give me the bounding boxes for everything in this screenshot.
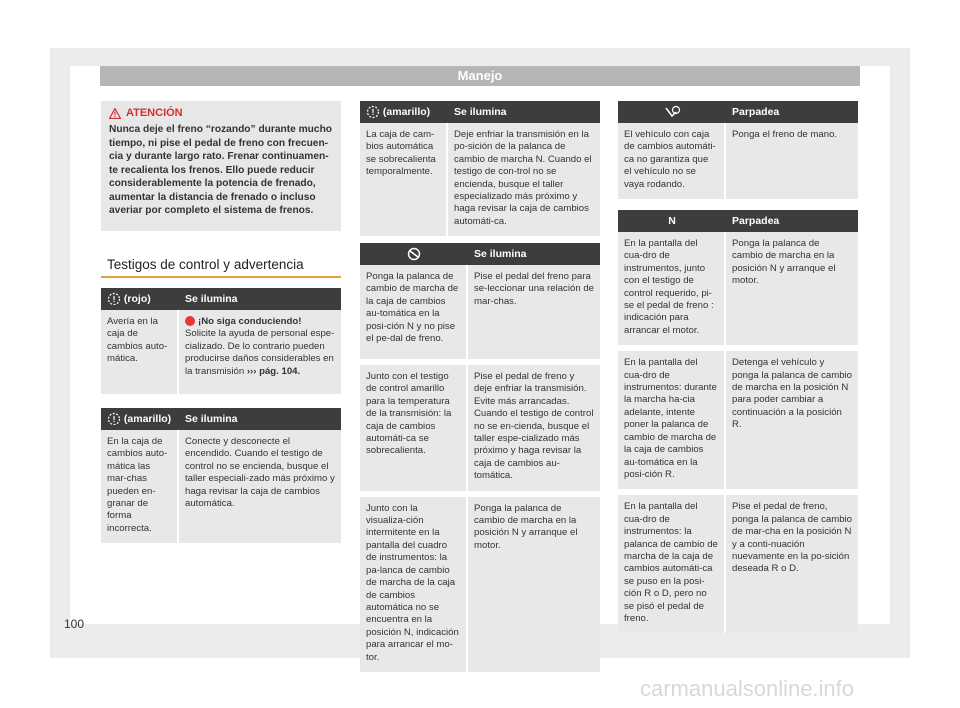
t4-r1-cause: Ponga la palanca de cambio de marcha de la caja de cambios au-tomática en la posi-ción N y no pise el pe-dal de freno. (360, 265, 468, 359)
t3-action: Deje enfriar la transmisión en la po-sición de la palanca de cambio de marcha N. Cuando el testigo de con-trol no se encienda, busque el taller especializado más próximo y haga revisar la caja de cambios automáti-ca. (448, 123, 600, 236)
table-brake-pedal (360, 243, 600, 672)
t4-r3-cause: Junto con la visualiza-ción intermitente en la pantalla del cuadro de instrumentos: la pa-lanca de cambio de marcha de la caja de cambios automática no se encuentra en la posición N, indicación para arrancar el mo-tor. (360, 491, 468, 672)
t6-r2-cause: En la pantalla del cua-dro de instrumentos: durante la marcha ha-cia adelante, intente poner la palanca de cambio de marcha de la caja de cambios au-tomática en la posi-ción R. (618, 345, 726, 489)
t1-action-title: ¡No siga conduciendo! (198, 316, 302, 327)
t1-header-status: Se ilumina (179, 288, 341, 310)
warning-text: Nunca deje el freno “rozando” durante mucho tiempo, ni pise el pedal de freno con frecuen-cia y durante largo rato. Frenar continuamen-te recalienta los frenos. Ello puede reducir considerablemente la potencia de frenado, aumentar la distancia de frenado o incluso averiar por completo el sistema de frenos. (109, 124, 333, 216)
t6-r2-action: Detenga el vehículo y ponga la palanca de cambio de marcha en la posición N para poder cambiar a continuación a la posición R. (726, 345, 858, 489)
t5-header-status: Parpadea (726, 101, 858, 123)
section-rule (101, 276, 341, 278)
t6-r1-action: Ponga la palanca de cambio de marcha en la posición N y arranque el motor. (726, 232, 858, 345)
t3-header-color: (amarillo) (382, 105, 431, 118)
t4-header-status: Se ilumina (468, 243, 600, 265)
t1-action-text: Solicite la ayuda de personal espe-cializado. De lo contrario pueden producirse daños considerables en la transmisión (185, 328, 335, 377)
table-neutral-position (618, 210, 858, 633)
t1-page-ref[interactable]: ››› pág. 104. (246, 365, 301, 377)
gearbox-warning-icon (107, 292, 121, 306)
warning-label: ATENCIÓN (126, 107, 183, 119)
warning-box (101, 101, 341, 231)
gearbox-temperature-icon (366, 105, 380, 119)
t3-cause: La caja de cam-bios automática se sobrecalienta temporalmente. (360, 123, 448, 236)
t2-header-color: (amarillo) (123, 412, 172, 425)
table-yellow-gearbox (101, 408, 341, 543)
t6-header-symbol: N (618, 210, 726, 232)
t5-cause: El vehículo con caja de cambios automáti-ca no garantiza que el vehículo no se vaya rodando. (618, 123, 726, 199)
t1-action (179, 310, 341, 394)
t1-header-color: (rojo) (123, 292, 151, 305)
t6-r3-action: Pise el pedal de freno, ponga la palanca de cambio de mar-cha en la posición N y a conti-nuación nuevamente en la po-sición deseada R o D. (726, 489, 858, 633)
gearbox-warning-icon (107, 412, 121, 426)
section-title: Testigos de control y advertencia (107, 257, 304, 272)
brake-pedal-icon (406, 247, 422, 261)
t4-r2-action: Pise el pedal de freno y deje enfriar la transmisión. Evite más arrancadas. Cuando el testigo de control no se en-cienda, busque el taller espe-cializado más próximo y haga revisar la caja de cambios au-tomática. (468, 359, 600, 491)
t6-header-status: Parpadea (726, 210, 858, 232)
warning-triangle-icon (109, 108, 121, 119)
t2-cause: En la caja de cambios auto-mática las mar-chas pueden en-granar de forma incorrecta. (101, 430, 179, 543)
t3-header-status: Se ilumina (448, 101, 600, 123)
t6-r3-cause: En la pantalla del cua-dro de instrumentos: la palanca de cambio de marcha de la caja de cambios automáti-ca se puso en la posi-ción R o D, pero no se pisó el pedal de freno. (618, 489, 726, 633)
table-parking-brake (618, 101, 858, 199)
t4-r3-action: Ponga la palanca de cambio de marcha en la posición N y arranque el motor. (468, 491, 600, 672)
t4-r2-cause: Junto con el testigo de control amarillo para la temperatura de la transmisión: la caja de cambios automáti-ca se sobrecalienta. (360, 359, 468, 491)
page-header: Manejo (100, 66, 860, 86)
parking-brake-icon (663, 105, 681, 119)
page-number: 100 (64, 617, 85, 631)
table-yellow-overheat (360, 101, 600, 236)
t2-action: Conecte y desconecte el encendido. Cuando el testigo de control no se encienda, busque el taller especiali-zado más próximo y haga revisar la caja de cambios automática. (179, 430, 341, 543)
t2-header-status: Se ilumina (179, 408, 341, 430)
t4-r1-action: Pise el pedal del freno para se-leccionar una relación de mar-chas. (468, 265, 600, 359)
table-red-gearbox (101, 288, 341, 394)
stop-warning-icon (185, 316, 195, 326)
t1-cause: Avería en la caja de cambios auto-mática. (101, 310, 179, 394)
t6-r1-cause: En la pantalla del cua-dro de instrumentos, junto con el testigo de control requerido, pi-se el pedal de freno : indicación para arrancar el motor. (618, 232, 726, 345)
watermark: carmanualsonline.info (640, 676, 855, 701)
t5-action: Ponga el freno de mano. (726, 123, 858, 199)
